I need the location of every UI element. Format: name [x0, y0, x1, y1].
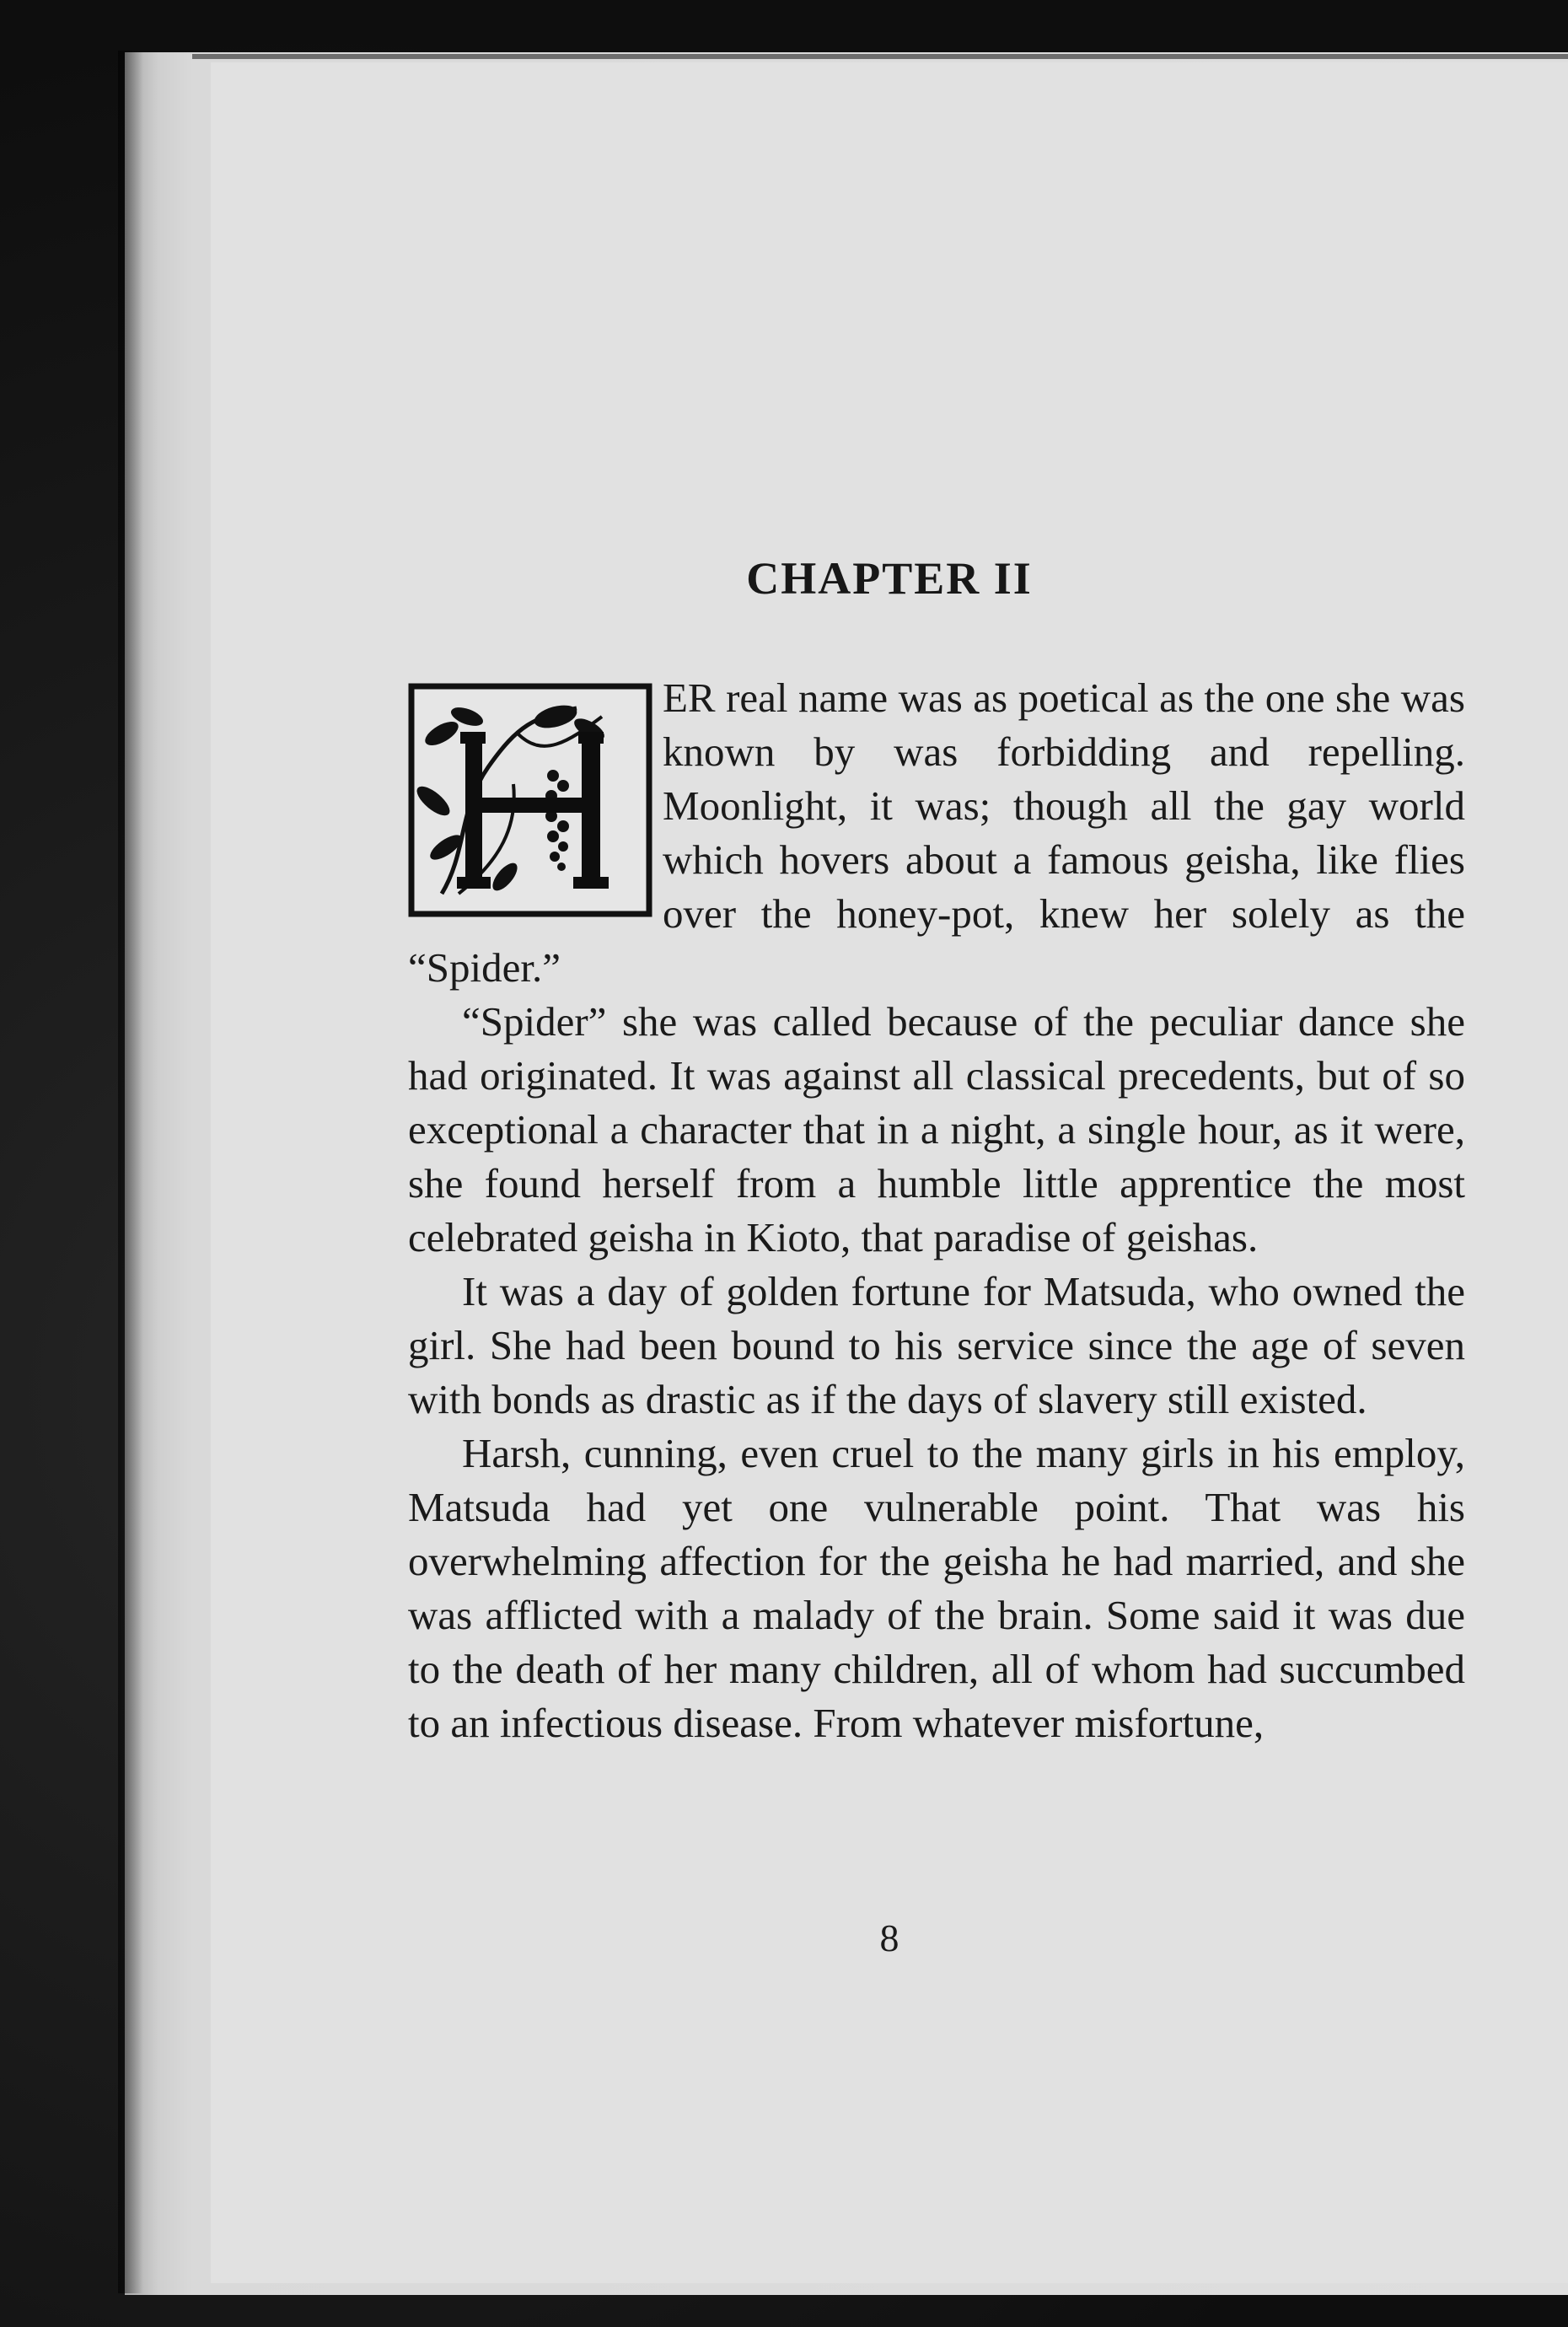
paragraph-3: It was a day of golden fortune for Matsuda, who owned the girl. She had been bound to his service since the age of seven with bonds as drastic as if the days of slavery still existed.	[408, 1268, 1465, 1422]
paragraph-4: Harsh, cunning, even cruel to the many girls in his employ, Matsuda had yet one vulnerable point. That was his overwhelming affection for the geisha he had married, and she was afflicted with a malady of the brain. Some said it was due to the death of her many children, all of whom had succumbed to an infectious disease. From whatever misfortune,	[408, 1430, 1465, 1746]
decorative-dropcap-h	[408, 683, 652, 917]
paragraph-2: “Spider” she was called because of the peculiar dance she had originated. It was against all classical precedents, but of so exceptional a character that in a night, a single hour, as it were, she found herself from a humble little apprentice the most celebrated geisha in Kioto, that paradise of geishas.	[408, 998, 1465, 1260]
paragraph-1-text: ER real name was as poetical as the one she was known by was forbidding and repelling. Moonlight, it was; though all the gay world which hovers about a famous geisha, like flies over the honey-pot, knew her solely as the “Spider.”	[408, 674, 1465, 991]
spine-shadow	[118, 51, 143, 2293]
floral-dropcap-icon	[408, 683, 652, 917]
page-top-edge	[192, 54, 1568, 59]
chapter-title: CHAPTER II	[746, 553, 1033, 604]
body-text	[408, 671, 1465, 1750]
paragraph-1	[408, 671, 1465, 995]
page-number: 8	[879, 1916, 899, 1959]
